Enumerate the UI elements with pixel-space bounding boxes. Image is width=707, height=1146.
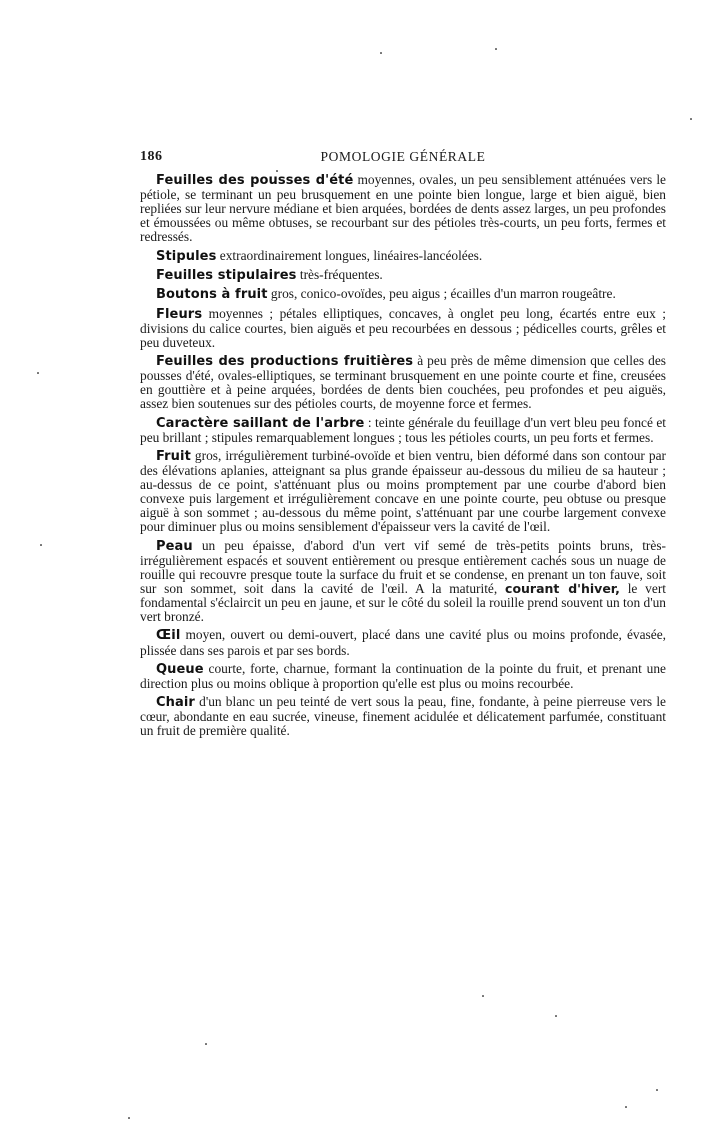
paragraph-text: moyennes ; pétales elliptiques, concaves, à onglet peu long, écartés entre eux ; divisions du calice courtes, bien aiguës et peu recourbées en dessous ; pédicelles courts, grêles et peu duveteux. xyxy=(140,305,666,350)
paragraph-term: Peau xyxy=(156,538,193,554)
scan-speck xyxy=(482,995,484,997)
running-title: POMOLOGIE GÉNÉRALE xyxy=(320,149,486,164)
paragraph-caractere-arbre xyxy=(140,416,666,445)
paragraph-term: Chair xyxy=(156,695,195,711)
paragraph-text: courte, forte, charnue, formant la continuation de la pointe du fruit, et prenant une direction plus ou moins oblique à proportion qu'elle est plus ou moins recourbée. xyxy=(140,660,666,691)
paragraph-term: Boutons à fruit xyxy=(156,287,268,303)
paragraph-fruit xyxy=(140,449,666,535)
paragraph-text: : teinte générale du feuillage d'un vert bleu peu foncé et peu brillant ; stipules remarquablement longues ; tous les pétioles courts, un peu forts et fermes. xyxy=(140,414,666,445)
paragraph-term: Fruit xyxy=(156,448,191,464)
book-page xyxy=(140,149,666,743)
paragraph-term: Œil xyxy=(156,628,181,644)
scan-speck xyxy=(380,52,382,54)
paragraph-oeil xyxy=(140,628,666,657)
paragraph-term: Feuilles des productions fruitières xyxy=(156,353,414,369)
paragraph-stipules xyxy=(140,249,666,264)
running-head xyxy=(140,149,666,167)
paragraph-text-after: le vert fondamental s'éclaircit un peu en jaune, et sur le côté du soleil la rouille prend souvent un ton d'un vert bronzé. xyxy=(140,580,666,625)
paragraph-term: Fleurs xyxy=(156,306,203,322)
scan-speck xyxy=(690,118,692,120)
scan-speck xyxy=(37,372,39,374)
paragraph-term: Feuilles des pousses d'été xyxy=(156,173,354,188)
paragraph-term: Caractère saillant de l'arbre xyxy=(156,415,365,431)
scan-speck xyxy=(625,1106,627,1108)
paragraph-feuilles-pousses xyxy=(140,173,666,244)
paragraph-text: à peu près de même dimension que celles des pousses d'été, ovales-elliptiques, se terminant brusquement en une pointe courte et fine, creusées en gouttière et à peine arquées, bordées de dents bien couchées, peu profondes et peu aiguës, assez bien soutenues sur des pétioles courts, de moyenne force et fermes. xyxy=(140,352,666,412)
paragraph-text: un peu épaisse, d'abord d'un vert vif semé de très-petits points bruns, très-irrégulièrement espacés et souvent entièrement ou presque entièrement cachés sous un nuage de rouille qui recouvre presque toute la surface du fruit et se condense, en prenant un ton fauve, soit sur son sommet, soit dans la cavité de l'œil. A la maturité, xyxy=(140,537,666,596)
scan-speck xyxy=(555,1015,557,1017)
paragraph-queue xyxy=(140,662,666,691)
paragraph-term: Stipules xyxy=(156,248,217,264)
paragraph-text: d'un blanc un peu teinté de vert sous la peau, fine, fondante, à peine pierreuse vers le cœur, abondante en eau sucrée, vineuse, finement acidulée et délicatement parfumée, constituant un fruit de première qualité. xyxy=(140,694,666,739)
page-number: 186 xyxy=(140,149,163,164)
paragraph-feuilles-productions xyxy=(140,354,666,411)
scan-speck xyxy=(656,1089,658,1091)
paragraph-text: moyennes, ovales, un peu sensiblement atténuées vers le pétiole, se terminant un peu brusquement en une pointe bien longue, large et bien aiguë, bien repliées sur leur nervure médiane et bien arquées, bordées de dents assez larges, un peu profondes et émoussées ou même obtuses, se recourbant sur des pétioles très-courts, un peu forts, fermes et redressés. xyxy=(140,172,666,245)
paragraph-boutons xyxy=(140,287,666,302)
scan-speck xyxy=(205,1043,207,1045)
paragraph-text: extraordinairement longues, linéaires-lancéolées. xyxy=(216,247,483,263)
paragraph-fleurs xyxy=(140,307,666,350)
paragraph-text: moyen, ouvert ou demi-ouvert, placé dans une cavité plus ou moins profonde, évasée, plissée dans ses parois et par ses bords. xyxy=(140,627,666,658)
paragraph-term: Feuilles stipulaires xyxy=(156,267,297,283)
scan-speck xyxy=(495,48,497,50)
paragraph-peau xyxy=(140,539,666,625)
paragraph-text: gros, conico-ovoïdes, peu aigus ; écailles d'un marron rougeâtre. xyxy=(267,286,616,302)
paragraph-emphasis: courant d'hiver, xyxy=(505,580,620,596)
paragraph-chair xyxy=(140,695,666,738)
paragraph-term: Queue xyxy=(156,661,204,677)
paragraph-text: gros, irrégulièrement turbiné-ovoïde et bien ventru, bien déformé dans son contour par des élévations aplanies, atteignant sa plus grande épaisseur au-dessous du milieu de sa hauteur ; au-dessus de ce point, s'atténuant plus ou moins promptement par une courbe d'abord bien convexe puis largement et irrégulièrement concave en une pointe courte, peu obtuse ou presque aiguë à son sommet ; au-dessous du même point, s'atténuant par une courbe largement convexe pour diminuer plus ou moins sensiblement d'épaisseur vers la cavité de l'œil. xyxy=(140,447,666,535)
paragraph-text: très-fréquentes. xyxy=(296,266,383,282)
scan-speck xyxy=(128,1117,130,1119)
scan-speck xyxy=(40,544,42,546)
paragraph-feuilles-stipulaires xyxy=(140,268,666,283)
